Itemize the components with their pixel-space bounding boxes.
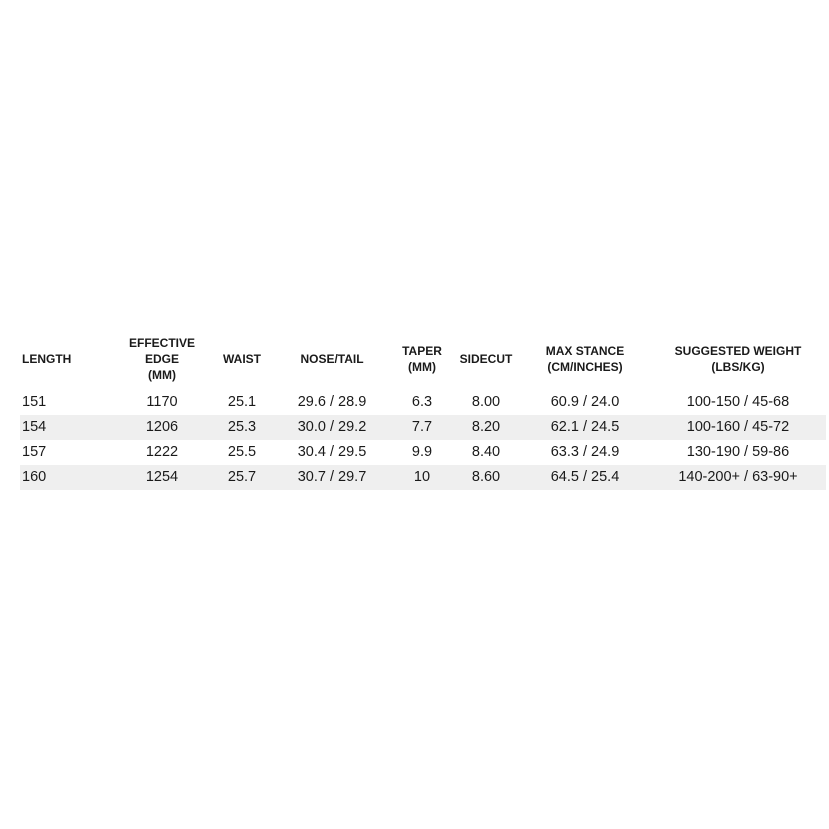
cell-suggested-weight: 140-200+ / 63-90+ bbox=[678, 469, 798, 485]
snowboard-spec-table bbox=[20, 330, 826, 490]
table-row bbox=[20, 465, 826, 490]
cell-waist: 25.5 bbox=[227, 444, 257, 460]
header-effective-edge-line-3: (MM) bbox=[148, 368, 176, 382]
cell-taper: 10 bbox=[413, 469, 431, 485]
cell-length: 151 bbox=[22, 394, 47, 410]
cell-nose-tail: 30.0 / 29.2 bbox=[297, 419, 367, 435]
table-row bbox=[20, 415, 826, 440]
header-max-stance-line-2: (CM/INCHES) bbox=[547, 360, 623, 374]
cell-suggested-weight: 130-190 / 59-86 bbox=[686, 444, 790, 460]
table-row bbox=[20, 440, 826, 465]
cell-sidecut: 8.60 bbox=[471, 469, 501, 485]
cell-effective-edge: 1254 bbox=[145, 469, 179, 485]
cell-suggested-weight: 100-150 / 45-68 bbox=[686, 394, 790, 410]
cell-waist: 25.3 bbox=[227, 419, 257, 435]
cell-sidecut: 8.40 bbox=[471, 444, 501, 460]
header-taper bbox=[392, 330, 452, 388]
header-sidecut bbox=[452, 330, 520, 388]
cell-waist: 25.7 bbox=[227, 469, 257, 485]
cell-taper: 6.3 bbox=[411, 394, 433, 410]
header-effective-edge-line-2: EDGE bbox=[144, 352, 179, 366]
cell-taper: 9.9 bbox=[411, 444, 433, 460]
cell-nose-tail: 30.7 / 29.7 bbox=[297, 469, 367, 485]
header-taper-line-2: (MM) bbox=[408, 360, 436, 374]
cell-max-stance: 63.3 / 24.9 bbox=[550, 444, 620, 460]
header-nose-tail-line: NOSE/TAIL bbox=[300, 352, 364, 366]
header-effective-edge-line-1: EFFECTIVE bbox=[128, 336, 195, 350]
header-max-stance-line-1: MAX STANCE bbox=[545, 344, 625, 358]
cell-taper: 7.7 bbox=[411, 419, 433, 435]
cell-length: 160 bbox=[22, 469, 47, 485]
header-length-line: LENGTH bbox=[22, 352, 72, 366]
header-length bbox=[20, 330, 112, 388]
cell-length: 157 bbox=[22, 444, 47, 460]
header-row bbox=[20, 330, 826, 388]
header-suggested-weight-line-1: SUGGESTED WEIGHT bbox=[674, 344, 802, 358]
header-taper-line-1: TAPER bbox=[402, 344, 442, 358]
header-suggested-weight-line-2: (LBS/KG) bbox=[711, 360, 765, 374]
cell-length: 154 bbox=[22, 419, 47, 435]
cell-sidecut: 8.00 bbox=[471, 394, 501, 410]
cell-nose-tail: 29.6 / 28.9 bbox=[297, 394, 367, 410]
header-effective-edge bbox=[112, 330, 212, 388]
cell-waist: 25.1 bbox=[227, 394, 257, 410]
cell-max-stance: 64.5 / 25.4 bbox=[550, 469, 620, 485]
cell-nose-tail: 30.4 / 29.5 bbox=[297, 444, 367, 460]
header-suggested-weight bbox=[650, 330, 826, 388]
cell-max-stance: 62.1 / 24.5 bbox=[550, 419, 620, 435]
cell-sidecut: 8.20 bbox=[471, 419, 501, 435]
cell-effective-edge: 1206 bbox=[145, 419, 179, 435]
header-waist bbox=[212, 330, 272, 388]
header-max-stance bbox=[520, 330, 650, 388]
header-nose-tail bbox=[272, 330, 392, 388]
header-sidecut-line: SIDECUT bbox=[459, 352, 513, 366]
header-waist-line: WAIST bbox=[223, 352, 261, 366]
cell-effective-edge: 1222 bbox=[145, 444, 179, 460]
cell-max-stance: 60.9 / 24.0 bbox=[550, 394, 620, 410]
cell-effective-edge: 1170 bbox=[146, 394, 178, 410]
cell-suggested-weight: 100-160 / 45-72 bbox=[686, 419, 790, 435]
table-row bbox=[20, 390, 826, 415]
